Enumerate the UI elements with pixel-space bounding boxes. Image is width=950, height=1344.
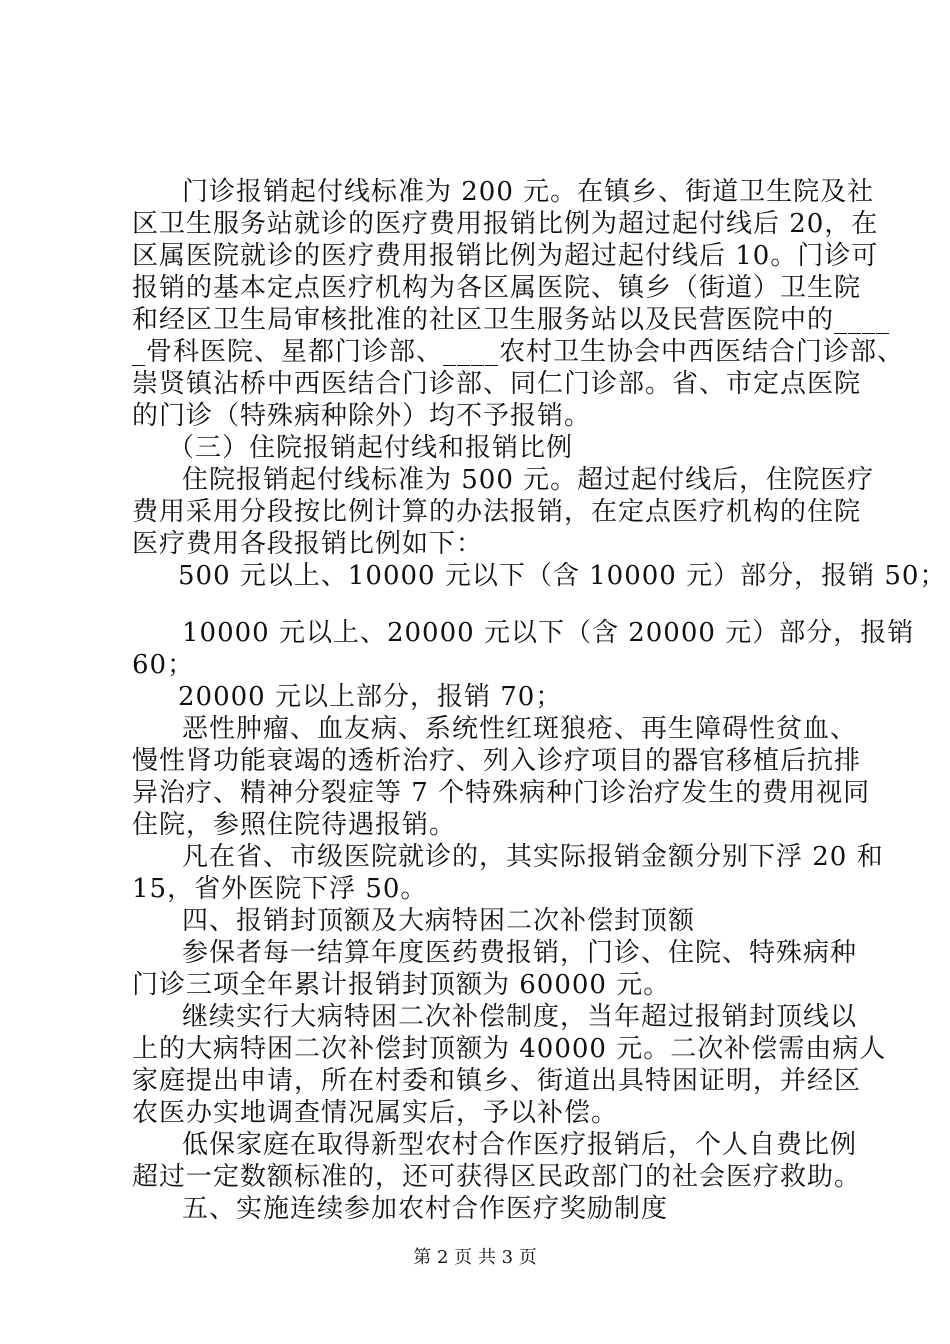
text-line: 的门诊（特殊病种除外）均不予报销。 [132,401,592,431]
text-line: 费用采用分段按比例计算的办法报销，在定点医疗机构的住院 [132,497,862,527]
text-line: 区卫生服务站就诊的医疗费用报销比例为超过起付线后 20，在 [132,209,879,239]
text-line: 门诊报销起付线标准为 200 元。在镇乡、街道卫生院及社 [182,177,875,207]
text-line: 上的大病特困二次补偿封顶额为 40000 元。二次补偿需由病人 [132,1034,887,1064]
text-line: 60； [132,650,195,680]
text-line: 慢性肾功能衰竭的透析治疗、列入诊疗项目的器官移植后抗排 [132,746,862,776]
text-line: 农医办实地调查情况属实后，予以补偿。 [132,1098,619,1128]
text-line: 恶性肿瘤、血友病、系统性红斑狼疮、再生障碍性贫血、 [182,714,858,744]
section-heading: 五、实施连续参加农村合作医疗奖励制度 [182,1194,669,1224]
text-line: 住院，参照住院待遇报销。 [132,810,457,840]
text-line: 和经区卫生局审核批准的社区卫生服务站以及民营医院中的____ [132,305,891,335]
text-line: 20000 元以上部分，报销 70； [178,682,563,712]
section-heading: （三）住院报销起付线和报销比例 [168,433,574,463]
text-line: _骨科医院、星都门诊部、____农村卫生协会中西医结合门诊部、 [132,337,905,367]
section-heading: 四、报销封顶额及大病特困二次补偿封顶额 [182,906,696,936]
text-line: 崇贤镇沾桥中西医结合门诊部、同仁门诊部。省、市定点医院 [132,369,862,399]
page-footer: 第 2 页 共 3 页 [413,1247,537,1268]
text-line: 15，省外医院下浮 50。 [132,874,428,904]
text-line: 继续实行大病特困二次补偿制度，当年超过报销封顶线以 [182,1002,858,1032]
text-line: 超过一定数额标准的，还可获得区民政部门的社会医疗救助。 [132,1162,862,1192]
text-line: 医疗费用各段报销比例如下： [132,529,484,559]
text-line: 500 元以上、10000 元以下（含 10000 元）部分，报销 50； [178,561,947,591]
text-line: 参保者每一结算年度医药费报销，门诊、住院、特殊病种 [182,938,858,968]
text-line: 住院报销起付线标准为 500 元。超过起付线后，住院医疗 [182,465,875,495]
text-line: 异治疗、精神分裂症等 7 个特殊病种门诊治疗发生的费用视同 [132,778,871,808]
text-line: 凡在省、市级医院就诊的，其实际报销金额分别下浮 20 和 [182,842,884,872]
text-line: 低保家庭在取得新型农村合作医疗报销后，个人自费比例 [182,1130,858,1160]
text-line: 报销的基本定点医疗机构为各区属医院、镇乡（街道）卫生院 [132,273,862,303]
text-line: 家庭提出申请，所在村委和镇乡、街道出具特困证明，并经区 [132,1066,862,1096]
text-line: 区属医院就诊的医疗费用报销比例为超过起付线后 10。门诊可 [132,241,879,271]
text-line: 门诊三项全年累计报销封顶额为 60000 元。 [132,970,671,1000]
text-line: 10000 元以上、20000 元以下（含 20000 元）部分，报销 [182,618,915,648]
